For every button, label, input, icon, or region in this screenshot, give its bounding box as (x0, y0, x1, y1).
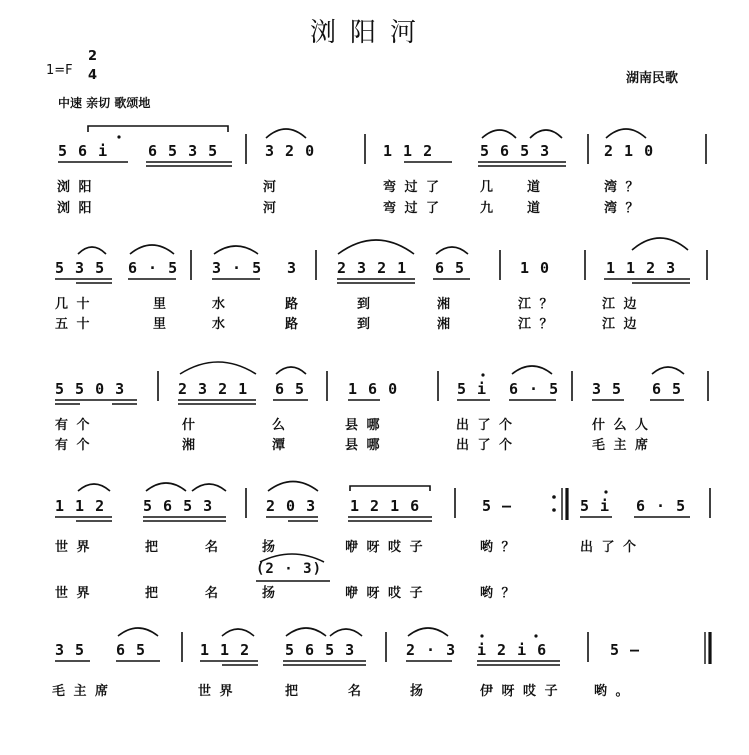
row1-lyric1-1: 浏 阳 (57, 180, 94, 195)
row1-lyric1-5: 道 (527, 180, 543, 195)
row2-lyric2-7: 江 ？ (518, 317, 555, 332)
row4-lyric1-3: 名 (205, 540, 221, 555)
row5-lyric1-7: 哟 。 (594, 684, 631, 699)
row3-lyric2-5: 出 了 个 (456, 438, 515, 453)
row1-lyric1-3: 弯 过 了 (383, 180, 442, 195)
slur (214, 246, 258, 254)
time-signature-bottom: 4 (88, 68, 98, 83)
slur (338, 240, 414, 254)
row4-alt-notes: (2 · 3) (256, 561, 323, 577)
row1-notes-2: 6 5 3 5 (148, 142, 219, 160)
slur (436, 247, 468, 254)
row5-lyric1-4: 名 (348, 684, 364, 699)
row4-notes-3: 2 0 3 (266, 497, 317, 515)
slur (276, 367, 306, 374)
slur (78, 484, 110, 491)
row1-lyric2-1: 浏 阳 (57, 201, 94, 216)
time-signature-top: 2 (88, 49, 98, 64)
row3-notes-3: 6 5 (275, 380, 306, 398)
row5-notes-1: 3 5 (55, 641, 86, 659)
slur (632, 238, 688, 250)
row1-notes-3: 3 2 0 (265, 142, 316, 160)
row4-lyric1-2: 把 (145, 540, 161, 555)
row5-notes-3: 1 1 2 (200, 641, 251, 659)
row2-lyric2-8: 江 边 (602, 317, 639, 332)
row2-notes-7: 1 0 (520, 259, 551, 277)
row4-lyric2-4: 扬 (262, 586, 278, 601)
slur (130, 245, 174, 254)
row1-lyric2-6: 湾 ？ (604, 201, 641, 216)
row5-lyric1-5: 扬 (410, 684, 426, 699)
row3-lyric1-1: 有 个 (55, 418, 92, 433)
row5-notes-6: i 2 i 6 (477, 641, 548, 659)
row4-lyric2-3: 名 (205, 586, 221, 601)
slur (222, 629, 254, 636)
row4-lyric2-2: 把 (145, 586, 161, 601)
row4-notes-4: 1 2 1 6 (350, 497, 421, 515)
row2-lyric1-6: 湘 (437, 297, 453, 312)
key-signature: 1=F (46, 63, 73, 78)
row2-lyric1-2: 里 (153, 297, 169, 312)
row3-lyric1-6: 什 么 人 (592, 418, 651, 433)
row2-notes-3: 3 · 5 (212, 259, 263, 277)
row5-notes-2: 6 5 (116, 641, 147, 659)
slur (266, 129, 306, 138)
row4-notes-7: 6 · 5 (636, 497, 687, 515)
row5-notes-7: 5 – (610, 641, 641, 659)
row1-notes-5: 5 6 5 3 (480, 142, 551, 160)
slur (606, 129, 646, 138)
slur (330, 629, 362, 636)
slur (512, 366, 552, 374)
row4-lyric1-1: 世 界 (55, 540, 92, 555)
row4-lyric1-4: 扬 (262, 540, 278, 555)
row2-lyric2-3: 水 (212, 317, 228, 332)
row1-lyric2-3: 弯 过 了 (383, 201, 442, 216)
slur (260, 554, 324, 562)
repeat-dot (552, 508, 556, 512)
row3-lyric2-1: 有 个 (55, 438, 92, 453)
row3-lyric2-4: 县 哪 (345, 438, 382, 453)
row2-lyric1-1: 几 十 (55, 297, 92, 312)
song-credit: 湖南民歌 (626, 71, 679, 86)
row3-lyric1-5: 出 了 个 (456, 418, 515, 433)
row2-lyric2-5: 到 (357, 317, 373, 332)
octave-dot (480, 634, 483, 637)
row2-lyric1-8: 江 边 (602, 297, 639, 312)
row2-lyric2-4: 路 (285, 317, 301, 332)
row1-lyric1-2: 河 (263, 180, 279, 195)
row5-lyric1-6: 伊 呀 哎 子 (480, 684, 560, 699)
row2-lyric2-1: 五 十 (55, 317, 92, 332)
row3-lyric2-2: 湘 (182, 438, 198, 453)
row2-notes-8: 1 1 2 3 (606, 259, 677, 277)
row1-lyric2-5: 道 (527, 201, 543, 216)
row3-notes-6: 6 · 5 (509, 380, 560, 398)
slur (350, 486, 430, 491)
row1-notes-1: 5 6 i (58, 142, 109, 160)
row2-notes-4: 3 (287, 259, 298, 277)
row3-notes-5: 5 i (457, 380, 488, 398)
row4-lyric1-6: 哟 ？ (480, 540, 517, 555)
slur (652, 367, 684, 374)
row1-lyric2-2: 河 (263, 201, 279, 216)
row5-notes-5: 2 · 3 (406, 641, 457, 659)
row2-lyric2-2: 里 (153, 317, 169, 332)
row1-notes-6: 2 1 0 (604, 142, 655, 160)
row2-notes-5: 2 3 2 1 (337, 259, 408, 277)
slur (408, 628, 448, 636)
row1-lyric2-4: 九 (480, 201, 496, 216)
row3-notes-2: 2 3 2 1 (178, 380, 249, 398)
row2-notes-2: 6 · 5 (128, 259, 179, 277)
row3-notes-1: 5 5 0 3 (55, 380, 126, 398)
row3-notes-8: 6 5 (652, 380, 683, 398)
row3-lyric1-3: 么 (272, 418, 288, 433)
row4-lyric2-6: 哟 ？ (480, 586, 517, 601)
tempo-marking: 中速 亲切 歌颂地 (58, 96, 151, 110)
row1-lyric1-4: 几 (480, 180, 496, 195)
row3-notes-4: 1 6 0 (348, 380, 399, 398)
row5-lyric1-2: 世 界 (198, 684, 235, 699)
row4-notes-6: 5 i (580, 497, 611, 515)
row4-lyric2-1: 世 界 (55, 586, 92, 601)
octave-dot (604, 490, 607, 493)
row5-lyric1-3: 把 (285, 684, 301, 699)
row3-notes-7: 3 5 (592, 380, 623, 398)
octave-dots (117, 135, 607, 637)
row2-notes-6: 6 5 (435, 259, 466, 277)
slur (192, 484, 226, 491)
row3-lyric2-3: 潭 (272, 438, 288, 453)
row2-lyric1-3: 水 (212, 297, 228, 312)
row1-lyric1-6: 湾 ？ (604, 180, 641, 195)
repeat-dot (552, 495, 556, 499)
row2-lyric2-6: 湘 (437, 317, 453, 332)
row5-lyric1-1: 毛 主 席 (52, 684, 111, 699)
row3-lyric2-6: 毛 主 席 (592, 438, 651, 453)
row3-lyric1-4: 县 哪 (345, 418, 382, 433)
slur (118, 628, 158, 636)
row2-lyric1-4: 路 (285, 297, 301, 312)
slur (180, 362, 256, 374)
row2-lyric1-5: 到 (357, 297, 373, 312)
row1-notes-4: 1 1 2 (383, 142, 434, 160)
row3-lyric1-2: 什 (182, 418, 198, 433)
octave-dot (481, 373, 484, 376)
row2-notes-1: 5 3 5 (55, 259, 106, 277)
row4-lyric1-7: 出 了 个 (580, 540, 639, 555)
row4-notes-1: 1 1 2 (55, 497, 106, 515)
row4-notes-2: 5 6 5 3 (143, 497, 214, 515)
slur (286, 628, 326, 636)
octave-dot (117, 135, 120, 138)
slur (88, 126, 228, 132)
row4-lyric2-5: 咿 呀 哎 子 (345, 586, 425, 601)
octave-dot (534, 634, 537, 637)
slur (146, 483, 186, 491)
row5-notes-4: 5 6 5 3 (285, 641, 356, 659)
slur (78, 247, 106, 254)
row4-notes-5: 5 – (482, 497, 513, 515)
row4-lyric1-5: 咿 呀 哎 子 (345, 540, 425, 555)
slur (268, 482, 318, 492)
slur (482, 130, 516, 138)
song-title: 浏阳河 (310, 18, 431, 48)
slur (530, 130, 562, 138)
row2-lyric1-7: 江 ？ (518, 297, 555, 312)
